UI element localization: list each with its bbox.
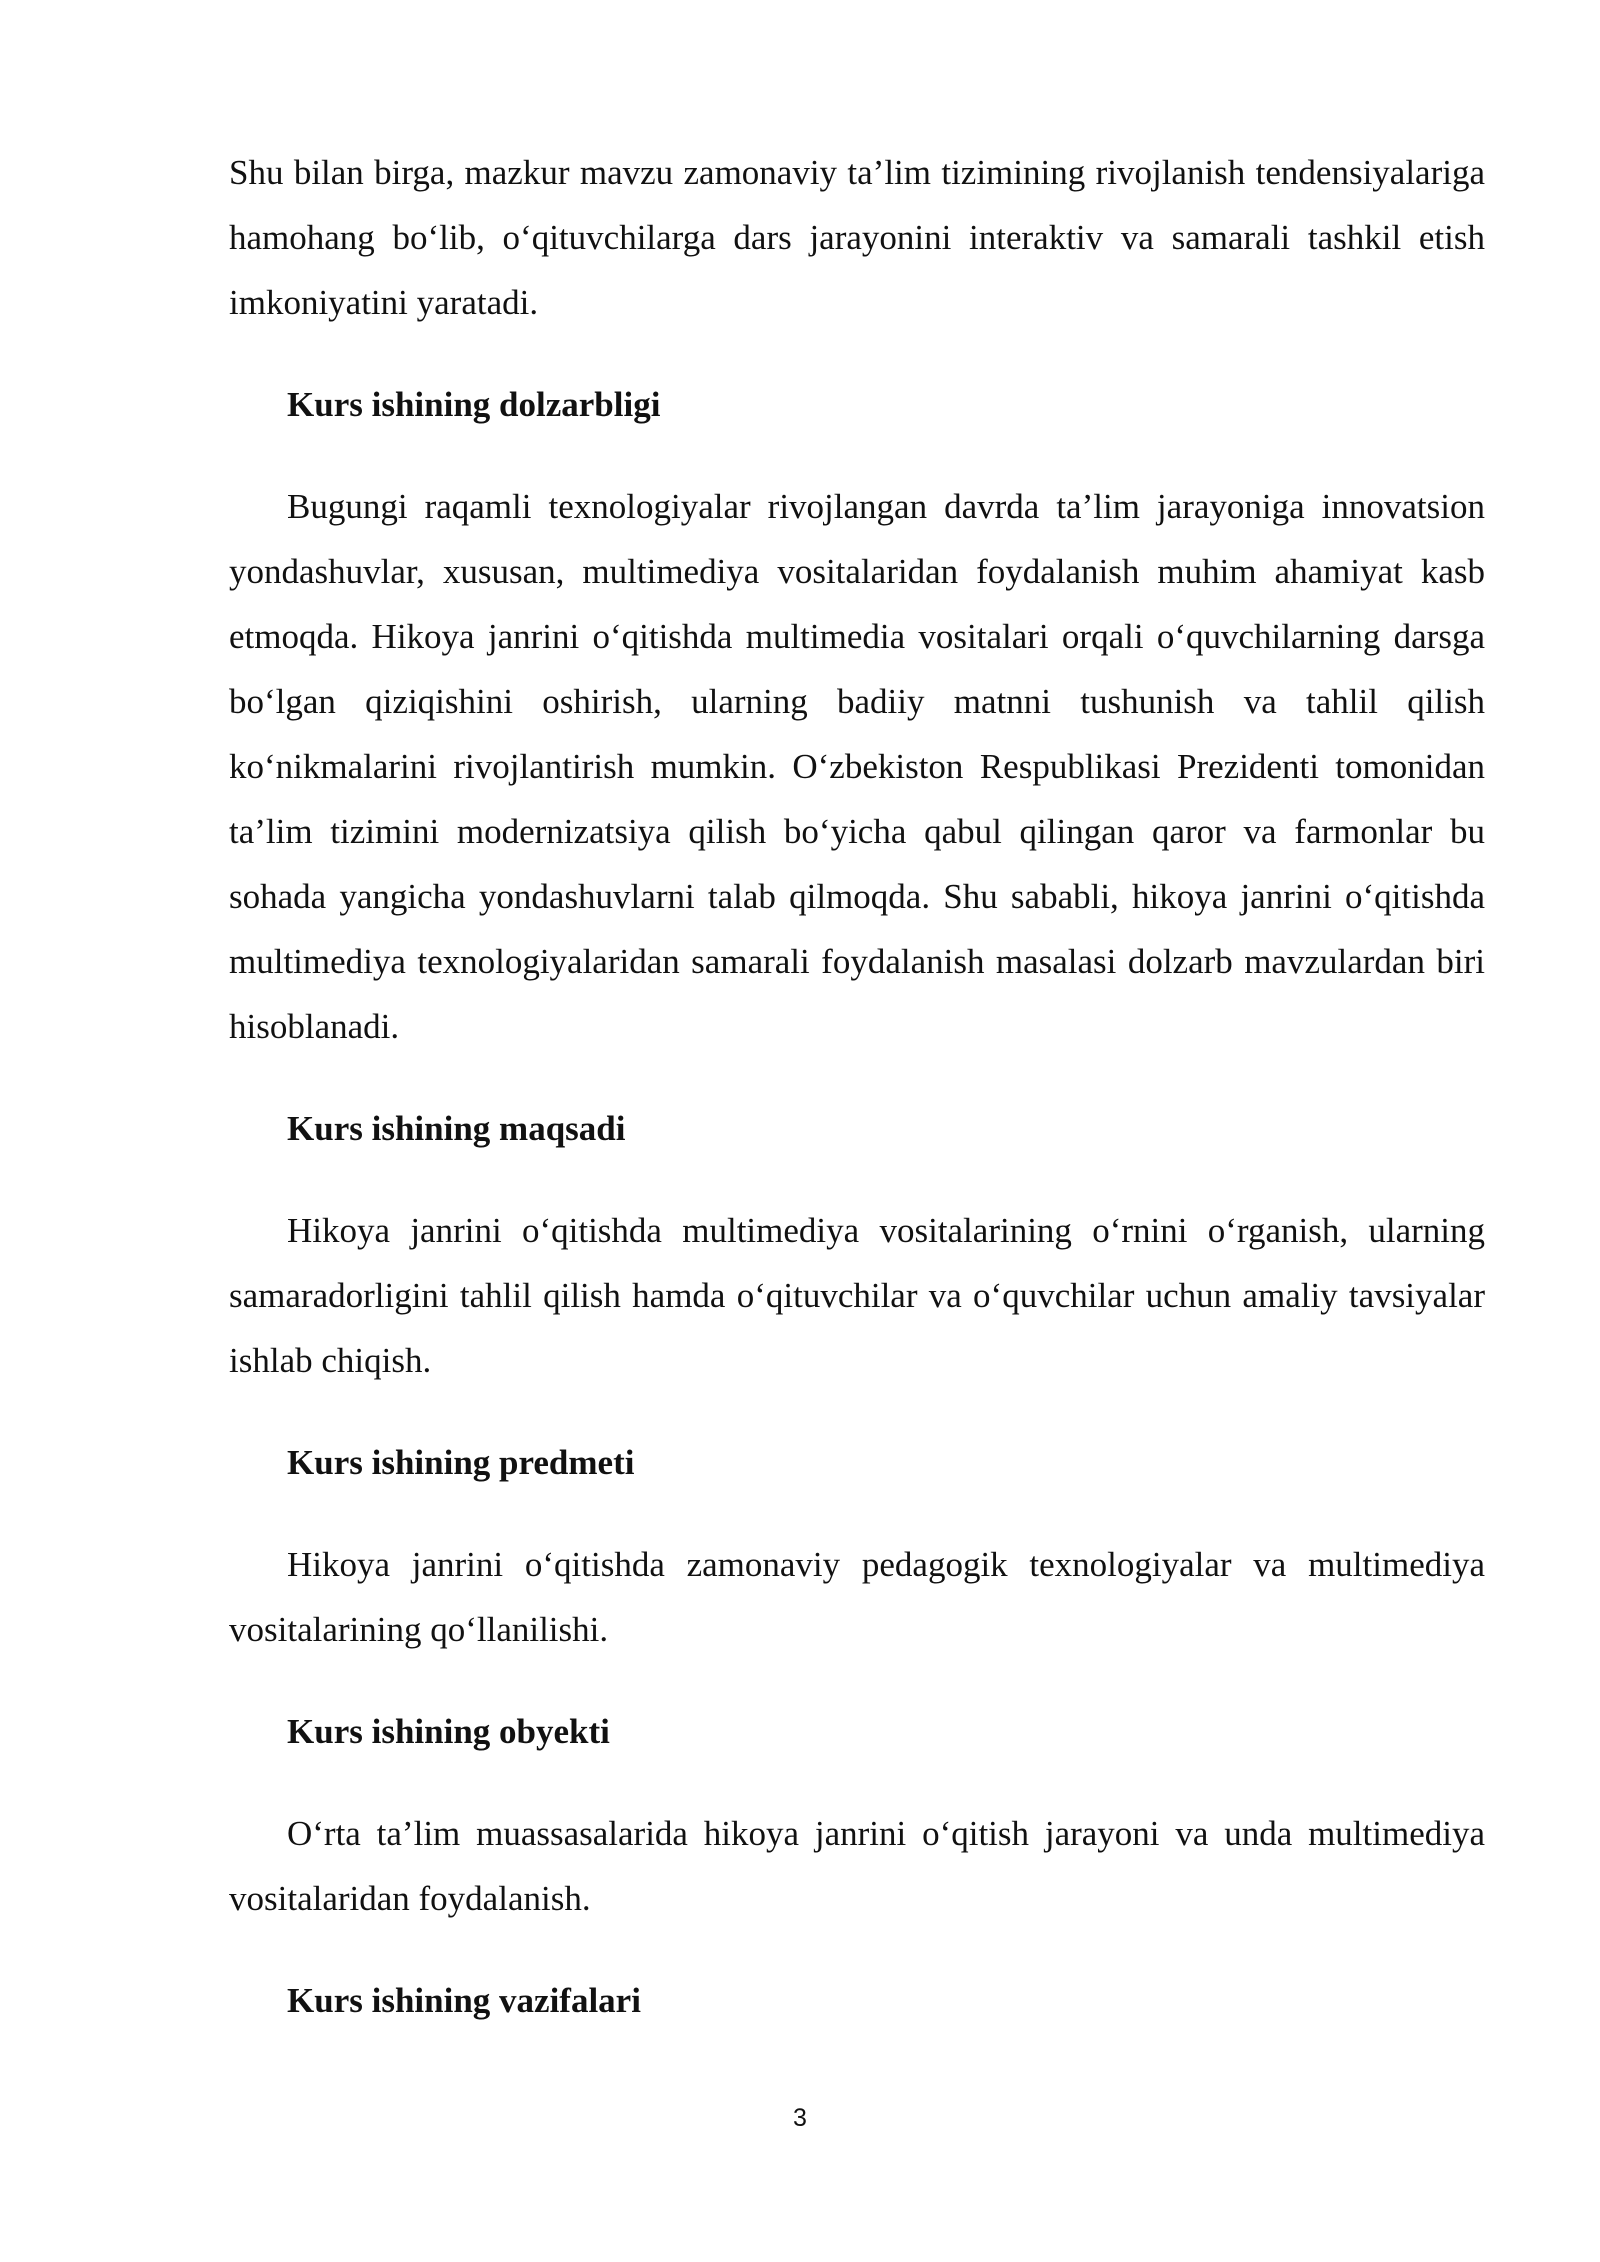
section-body-maqsadi: Hikoya janrini o‘qitishda multimediya vositalarining o‘rnini o‘rganish, ularning samaradorligini tahlil qilish hamda o‘qituvchilar va o‘quvchilar uchun amaliy tavsiyalar ishlab chiqish.	[229, 1211, 1485, 1380]
section-body-predmeti: Hikoya janrini o‘qitishda zamonaviy pedagogik texnologiyalar va multimediya vositalarining qo‘llanilishi.	[229, 1545, 1485, 1649]
section-heading-maqsadi: Kurs ishining maqsadi	[287, 1109, 626, 1148]
intro-paragraph: Shu bilan birga, mazkur mavzu zamonaviy ta’lim tizimining rivojlanish tendensiyalariga hamohang bo‘lib, o‘qituvchilarga dars jarayonini interaktiv va samarali tashkil etish imkoniyatini yaratadi.	[229, 153, 1485, 322]
section-heading-dolzarbligi: Kurs ishining dolzarbligi	[287, 385, 661, 424]
page-number: 3	[793, 2104, 807, 2132]
section-heading-obyekti: Kurs ishining obyekti	[287, 1712, 610, 1751]
section-heading-vazifalari: Kurs ishining vazifalari	[287, 1981, 641, 2020]
section-heading-predmeti: Kurs ishining predmeti	[287, 1443, 635, 1482]
section-body-dolzarbligi: Bugungi raqamli texnologiyalar rivojlangan davrda ta’lim jarayoniga innovatsion yondashuvlar, xususan, multimediya vositalaridan foydalanish muhim ahamiyat kasb etmoqda. Hikoya janrini o‘qitishda multimedia vositalari orqali o‘quvchilarning darsga bo‘lgan qiziqishini oshirish, ularning badiiy matnni tushunish va tahlil qilish ko‘nikmalarini rivojlantirish mumkin. O‘zbekiston Respublikasi Prezidenti tomonidan ta’lim tizimini modernizatsiya qilish bo‘yicha qabul qilingan qaror va farmonlar bu sohada yangicha yondashuvlarni talab qilmoqda. Shu sababli, hikoya janrini o‘qitishda multimediya texnologiyalaridan samarali foydalanish masalasi dolzarb mavzulardan biri hisoblanadi.	[229, 487, 1485, 1046]
page-content	[229, 140, 1485, 2033]
section-body-obyekti: O‘rta ta’lim muassasalarida hikoya janrini o‘qitish jarayoni va unda multimediya vositalaridan foydalanish.	[229, 1814, 1485, 1918]
